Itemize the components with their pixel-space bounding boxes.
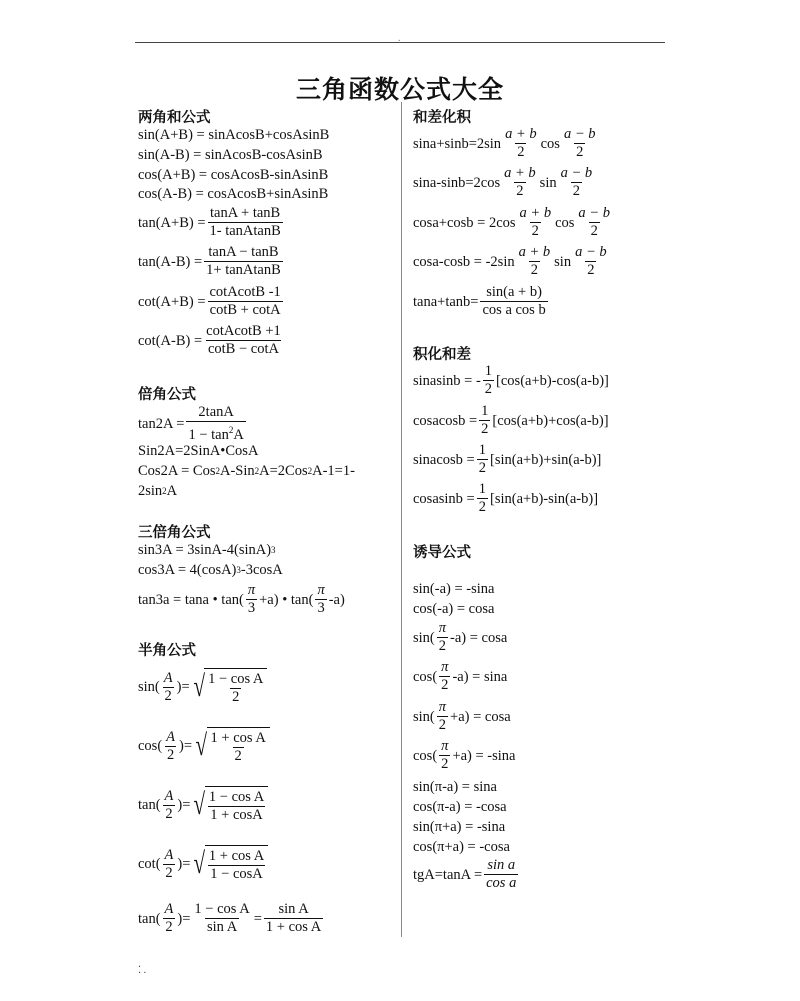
text-part: Cos2A = Cos <box>138 463 216 479</box>
denominator: 2 <box>441 677 449 693</box>
formula-sinasinb <box>413 363 609 398</box>
formula-sinacosb <box>413 442 601 477</box>
numerator: A <box>164 901 174 917</box>
text-part: )= <box>177 797 191 813</box>
footer-mark: ⁚ . <box>138 965 147 976</box>
text-part: cot( <box>138 856 161 872</box>
numerator: π <box>441 659 449 675</box>
numerator: π <box>441 738 449 754</box>
numerator: π <box>317 582 325 598</box>
text-part: = <box>253 910 262 927</box>
section-double-angle: 倍角公式 <box>138 387 196 403</box>
section-triple-angle: 三倍角公式 <box>138 525 211 541</box>
exponent: 2 <box>254 466 260 476</box>
text-part: cosa+cosb = 2cos <box>413 214 516 231</box>
formula-tan3a <box>138 582 345 617</box>
text-part: sin( <box>413 708 435 725</box>
denominator: cos a cos b <box>482 302 546 318</box>
text-part: -a) = cosa <box>450 629 508 646</box>
sqrt <box>191 668 268 706</box>
formula-cos-halfpi-minus <box>413 659 507 694</box>
denominator: 2 <box>166 746 175 763</box>
numerator: 1 <box>484 363 493 379</box>
sqrt <box>193 727 270 765</box>
text-part: sinacosb = <box>413 451 475 468</box>
numerator: A <box>166 728 176 745</box>
text-part: )= <box>179 738 193 754</box>
text-part: sinasinb = - <box>413 372 481 389</box>
fraction <box>439 738 450 773</box>
numerator: A <box>164 787 174 804</box>
denominator: 2 <box>164 687 172 704</box>
text-part: tan( <box>138 797 161 813</box>
formula-cosacosb <box>413 403 609 438</box>
denominator: 1- tanAtanB <box>209 223 281 239</box>
text-part: -3cosA <box>240 562 283 578</box>
fraction <box>502 165 538 200</box>
text-part: sin <box>554 253 572 270</box>
fraction <box>517 244 553 279</box>
formula-half-cot <box>138 845 268 883</box>
formula-cos2a-cont <box>138 482 177 500</box>
denominator: 2 <box>438 717 446 733</box>
formula-cosa-minus-cosb <box>413 244 611 279</box>
fraction <box>192 901 251 936</box>
denominator: 2 <box>232 688 240 705</box>
fraction <box>208 284 283 319</box>
text-part: cos3A = 4(cosA) <box>138 562 237 578</box>
numerator: a + b <box>504 165 536 181</box>
numerator: sin A <box>278 901 309 917</box>
numerator: a + b <box>518 244 551 260</box>
denominator: 2 <box>517 144 525 160</box>
fraction <box>437 699 448 734</box>
text-part: cos( <box>413 747 438 764</box>
formula-tga <box>413 857 520 892</box>
text-part: cosasinb = <box>413 490 475 507</box>
page-title: 三角函数公式大全 <box>295 75 504 104</box>
formula-cos-diff: cos(A-B) = cosAcosB+sinAsinB <box>138 186 329 202</box>
numerator: sin(a + b) <box>486 284 542 300</box>
formula-label: tan(A-B) = <box>138 253 203 270</box>
exponent: 2 <box>162 486 167 496</box>
numerator: a − b <box>578 205 610 221</box>
numerator: A <box>164 846 174 863</box>
formula-cot-sum <box>138 284 285 319</box>
section-sum-to-product: 和差化积 <box>413 110 471 126</box>
formula-sin-neg: sin(-a) = -sina <box>413 581 495 597</box>
fraction <box>479 403 490 438</box>
formula-cos2a <box>138 462 355 480</box>
text-part: sin( <box>413 629 435 646</box>
numerator: 1 + cos A <box>210 729 266 746</box>
denominator: 2 <box>530 262 538 278</box>
denominator: cos a <box>486 875 517 891</box>
formula-cosa-plus-cosb <box>413 205 614 240</box>
radical-sign: √ <box>193 788 206 821</box>
column-divider <box>401 102 402 937</box>
denominator: 2 <box>484 381 493 397</box>
denominator: 2 <box>478 460 486 476</box>
fraction <box>264 901 323 936</box>
fraction <box>576 205 612 240</box>
formula-half-sin <box>138 668 267 706</box>
fraction <box>477 481 488 516</box>
formula-sin-sum: sin(A+B) = sinAcosB+cosAsinB <box>138 127 330 143</box>
fraction <box>206 671 265 706</box>
text-part: tgA=tanA = <box>413 866 483 883</box>
fraction <box>573 244 609 279</box>
formula-sin-halfpi-plus <box>413 699 511 734</box>
denominator: 2 <box>576 144 584 160</box>
section-half-angle: 半角公式 <box>138 643 196 659</box>
fraction <box>186 404 245 444</box>
fraction <box>315 582 326 617</box>
formula-cos-pi-minus: cos(π-a) = -cosa <box>413 799 507 815</box>
numerator: cotAcotB +1 <box>206 323 281 339</box>
text-part: -a) = sina <box>452 668 508 685</box>
radical-sign: √ <box>193 847 206 880</box>
fraction <box>503 126 539 161</box>
denominator: 2 <box>531 223 539 239</box>
fraction <box>483 363 494 398</box>
formula-sina-plus-sinb <box>413 126 600 161</box>
formula-label: tan2A = <box>138 416 185 432</box>
formula-sin-halfpi-minus <box>413 620 507 655</box>
text-part: cos( <box>413 668 438 685</box>
fraction <box>204 323 283 358</box>
numerator: a − b <box>560 165 593 181</box>
formula-sina-minus-sinb <box>413 165 596 200</box>
denominator: 3 <box>317 600 325 616</box>
text-part: )= <box>176 679 190 695</box>
formula-cos-sum: cos(A+B) = cosAcosB-sinAsinB <box>138 167 329 183</box>
formula-cos-pi-plus: cos(π+a) = -cosa <box>413 839 510 855</box>
radicand <box>205 845 268 883</box>
numerator: cotAcotB -1 <box>209 284 281 300</box>
formula-sin-diff: sin(A-B) = sinAcosB-cosAsinB <box>138 147 323 163</box>
fraction <box>207 789 266 824</box>
text-part: )= <box>177 910 191 927</box>
denominator <box>186 421 245 444</box>
text-part: cos <box>540 135 560 152</box>
formula-sin-pi-minus: sin(π-a) = sina <box>413 779 497 795</box>
numerator: sin a <box>487 857 516 873</box>
formula-half-tan-alt <box>138 901 325 936</box>
denominator: cotB − cotA <box>207 341 279 357</box>
text-part: +a) • tan( <box>259 591 314 608</box>
formula-tan2a <box>138 404 248 444</box>
denominator: cotB + cotA <box>209 302 281 318</box>
text-part: +a) = cosa <box>450 708 511 725</box>
fraction <box>562 126 598 161</box>
formula-half-tan <box>138 786 268 824</box>
formula-sin2a: Sin2A=2SinA•CosA <box>138 443 259 459</box>
numerator: 2tanA <box>198 404 234 420</box>
numerator: π <box>247 582 256 598</box>
numerator: 1 <box>481 403 489 419</box>
denominator: 2 <box>572 183 580 199</box>
denominator: 2 <box>441 756 449 772</box>
fraction <box>246 582 257 617</box>
formula-sin-pi-plus: sin(π+a) = -sina <box>413 819 506 835</box>
formula-label: cot(A+B) = <box>138 293 206 310</box>
numerator: a + b <box>505 126 537 142</box>
fraction <box>162 670 175 705</box>
fraction <box>559 165 595 200</box>
text-part: A <box>166 483 178 499</box>
exponent: 3 <box>271 545 276 555</box>
section-sum-formulas: 两角和公式 <box>138 110 211 126</box>
numerator: a − b <box>575 244 607 260</box>
formula-sin3a <box>138 541 276 559</box>
numerator: π <box>438 620 447 636</box>
fraction <box>480 284 547 319</box>
formula-tana-plus-tanb <box>413 284 550 319</box>
exponent: 2 <box>228 425 234 435</box>
formula-half-cos <box>138 727 270 765</box>
radicand <box>204 668 267 706</box>
sqrt <box>191 845 268 883</box>
den-part: 1 − tan <box>188 427 229 443</box>
text-part: +a) = -sina <box>452 747 516 764</box>
denominator: 2 <box>438 638 446 654</box>
fraction <box>204 244 283 279</box>
text-part: A-1=1- <box>312 463 355 479</box>
text-part: tana+tanb= <box>413 293 479 310</box>
denominator: 2 <box>165 805 173 822</box>
numerator: 1 − cos A <box>194 901 250 917</box>
text-part: tan( <box>138 910 161 927</box>
denominator: 2 <box>165 864 173 881</box>
fraction <box>484 857 518 892</box>
section-product-to-sum: 积化和差 <box>413 347 471 363</box>
fraction <box>208 205 283 240</box>
fraction <box>209 730 268 765</box>
text-part: cos <box>555 214 575 231</box>
radicand <box>207 727 270 765</box>
formula-cosasinb <box>413 481 598 516</box>
numerator: 1 <box>478 481 486 497</box>
denominator: 3 <box>247 600 256 616</box>
exponent: 2 <box>307 466 313 476</box>
denominator: 2 <box>165 919 173 935</box>
text-part: [sin(a+b)+sin(a-b)] <box>490 451 602 468</box>
numerator: tanA − tanB <box>208 244 279 260</box>
numerator: 1 + cos A <box>208 847 265 864</box>
text-part: cos( <box>138 738 163 754</box>
denominator: 2 <box>478 499 486 515</box>
radical-sign: √ <box>193 670 205 703</box>
numerator: a − b <box>563 126 596 142</box>
denominator: 1 − cosA <box>210 865 263 882</box>
text-part: sin3A = 3sinA-4(sinA) <box>138 542 272 558</box>
denominator: 2 <box>587 262 595 278</box>
text-part: [cos(a+b)+cos(a-b)] <box>492 412 609 429</box>
header-dot: . <box>398 33 401 44</box>
denominator: 1 + cosA <box>210 806 263 823</box>
denominator: sin A <box>206 919 238 935</box>
text-part: sina+sinb=2sin <box>413 135 502 152</box>
formula-tan-diff <box>138 244 285 279</box>
denominator: 2 <box>590 223 598 239</box>
numerator: A <box>163 669 173 686</box>
formula-cos3a <box>138 561 283 579</box>
formula-tan-sum <box>138 205 285 240</box>
formula-cot-diff <box>138 323 285 358</box>
exponent: 3 <box>236 565 241 575</box>
denominator: 1+ tanAtanB <box>206 262 281 278</box>
text-part: 2sin <box>138 483 163 499</box>
text-part: [sin(a+b)-sin(a-b)] <box>490 490 599 507</box>
radical-sign: √ <box>195 729 208 762</box>
section-reduction: 诱导公式 <box>413 545 471 561</box>
text-part: )= <box>177 856 191 872</box>
text-part: sin <box>539 174 557 191</box>
sqrt <box>191 786 268 824</box>
formula-label: tan(A+B) = <box>138 214 206 231</box>
fraction <box>207 848 266 883</box>
fraction <box>164 729 177 764</box>
text-part: cosacosb = <box>413 412 478 429</box>
formula-cos-halfpi-plus <box>413 738 516 773</box>
numerator: 1 <box>478 442 486 458</box>
text-part: -a) <box>328 591 345 608</box>
text-part: A-Sin <box>219 463 255 479</box>
fraction <box>163 847 176 882</box>
radicand <box>205 786 268 824</box>
fraction <box>439 659 450 694</box>
text-part: [cos(a+b)-cos(a-b)] <box>496 372 609 389</box>
text-part: sin( <box>138 679 160 695</box>
fraction <box>163 901 176 936</box>
numerator: π <box>438 699 447 715</box>
fraction <box>477 442 488 477</box>
formula-label: cot(A-B) = <box>138 332 203 349</box>
denominator: 2 <box>234 747 242 764</box>
numerator: tanA + tanB <box>210 205 281 221</box>
text-part: sina-sinb=2cos <box>413 174 501 191</box>
exponent: 2 <box>215 466 220 476</box>
denominator: 2 <box>481 421 489 437</box>
den-part: A <box>233 427 244 443</box>
text-part: tan3a = tana • tan( <box>138 591 244 608</box>
numerator: 1 − cos A <box>208 670 264 687</box>
denominator: 1 + cos A <box>265 919 322 935</box>
formula-cos-neg: cos(-a) = cosa <box>413 601 495 617</box>
fraction <box>163 788 176 823</box>
numerator: 1 − cos A <box>208 788 265 805</box>
denominator: 2 <box>516 183 524 199</box>
fraction <box>437 620 448 655</box>
text-part: cosa-cosb = -2sin <box>413 253 515 270</box>
numerator: a + b <box>519 205 552 221</box>
fraction <box>518 205 554 240</box>
text-part: A=2Cos <box>259 463 308 479</box>
